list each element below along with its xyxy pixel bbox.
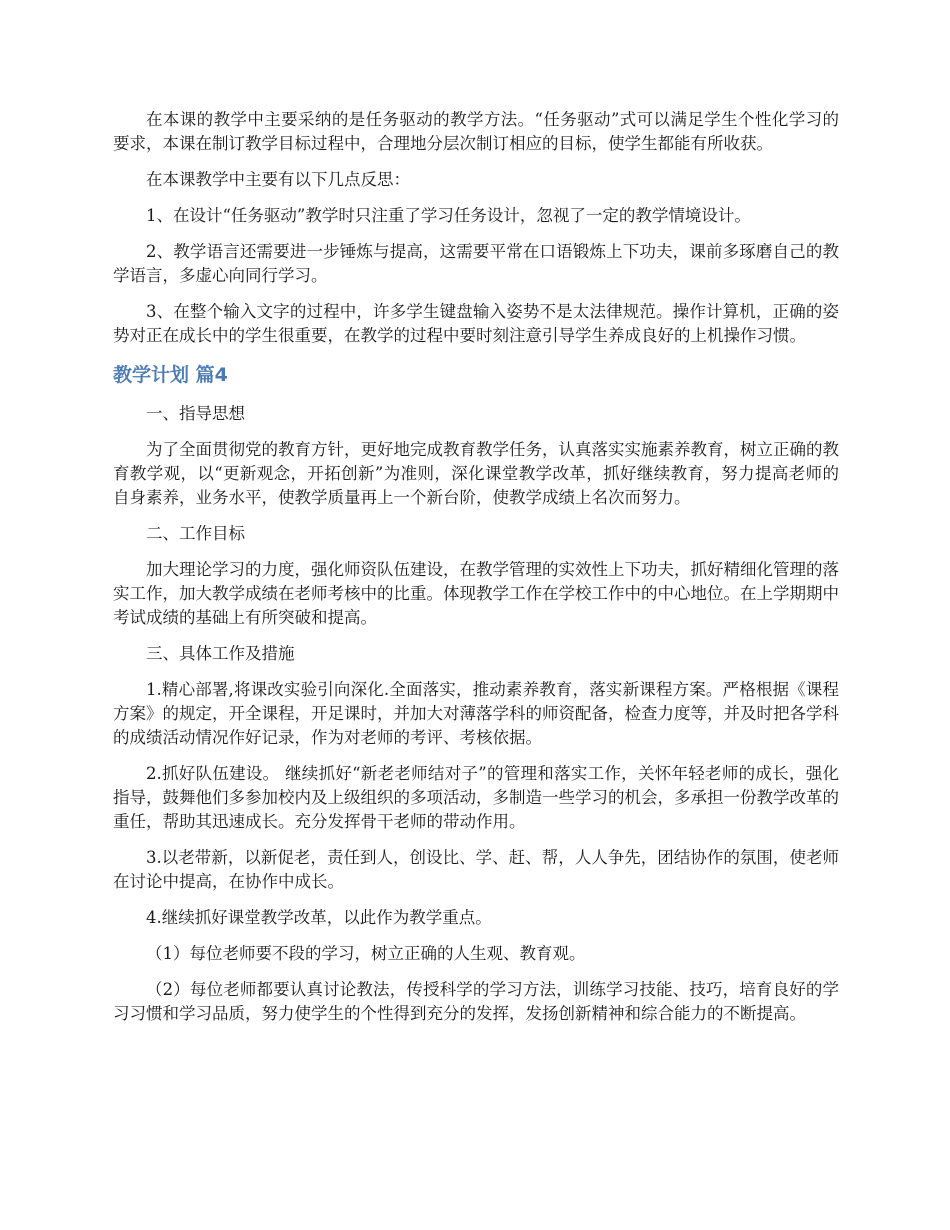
paragraph: 在本课的教学中主要采纳的是任务驱动的教学方法。“任务驱动”式可以满足学生个性化学习的要求，本课在制订教学目标过程中，合理地分层次制订相应的目标，使学生都能有所收获。 bbox=[113, 110, 839, 153]
section-heading: 教学计划 篇4 bbox=[113, 364, 228, 386]
list-item: 4.继续抓好课堂教学改革，以此作为教学重点。 bbox=[146, 908, 492, 927]
list-item: 3.以老带新，以新促老，责任到人，创设比、学、赶、帮，人人争先，团结协作的氛围，使老师在讨论中提高，在协作中成长。 bbox=[113, 848, 839, 891]
paragraph: 在本课教学中主要有以下几点反思： bbox=[146, 170, 410, 189]
paragraph: 2、教学语言还需要进一步锤炼与提高，这需要平常在口语锻炼上下功夫，课前多琢磨自己的教学语言，多虚心向同行学习。 bbox=[113, 242, 839, 285]
paragraph: 1、在设计“任务驱动”教学时只注重了学习任务设计，忽视了一定的教学情境设计。 bbox=[146, 206, 751, 225]
subheading-measures: 三、具体工作及措施 bbox=[146, 644, 295, 663]
subheading-guiding-thought: 一、指导思想 bbox=[146, 404, 245, 423]
paragraph: 加大理论学习的力度，强化师资队伍建设，在教学管理的实效性上下功夫，抓好精细化管理的落实工作，加大教学成绩在老师考核中的比重。体现教学工作在学校工作中的中心地位。在上学期期中考试成绩的基础上有所突破和提高。 bbox=[113, 560, 839, 627]
document-page bbox=[113, 108, 839, 1038]
list-item: 2.抓好队伍建设。 继续抓好“新老老师结对子”的管理和落实工作，关怀年轻老师的成长，强化指导，鼓舞他们多参加校内及上级组织的多项活动，多制造一些学习的机会，多承担一份教学改革的重任，帮助其迅速成长。充分发挥骨干老师的带动作用。 bbox=[113, 764, 839, 831]
paragraph: 为了全面贯彻党的教育方针，更好地完成教育教学任务，认真落实实施素养教育，树立正确的教育教学观，以“更新观念，开拓创新”为准则，深化课堂教学改革，抓好继续教育，努力提高老师的自身素养，业务水平，使教学质量再上一个新台阶，使教学成绩上名次而努力。 bbox=[113, 440, 839, 507]
sub-list-item: （2）每位老师都要认真讨论教法，传授科学的学习方法，训练学习技能、技巧，培育良好的学习习惯和学习品质，努力使学生的个性得到充分的发挥，发扬创新精神和综合能力的不断提高。 bbox=[113, 980, 839, 1023]
subheading-work-goals: 二、工作目标 bbox=[146, 524, 245, 543]
list-item: 1.精心部署,将课改实验引向深化.全面落实，推动素养教育，落实新课程方案。严格根据《课程方案》的规定，开全课程，开足课时，并加大对薄落学科的师资配备，检查力度等，并及时把各学科的成绩活动情况作好记录，作为对老师的考评、考核依据。 bbox=[113, 680, 839, 747]
sub-list-item: （1）每位老师要不段的学习，树立正确的人生观、教育观。 bbox=[146, 944, 586, 963]
paragraph: 3、在整个输入文字的过程中，许多学生键盘输入姿势不是太法律规范。操作计算机，正确的姿势对正在成长中的学生很重要，在教学的过程中要时刻注意引导学生养成良好的上机操作习惯。 bbox=[113, 302, 839, 345]
